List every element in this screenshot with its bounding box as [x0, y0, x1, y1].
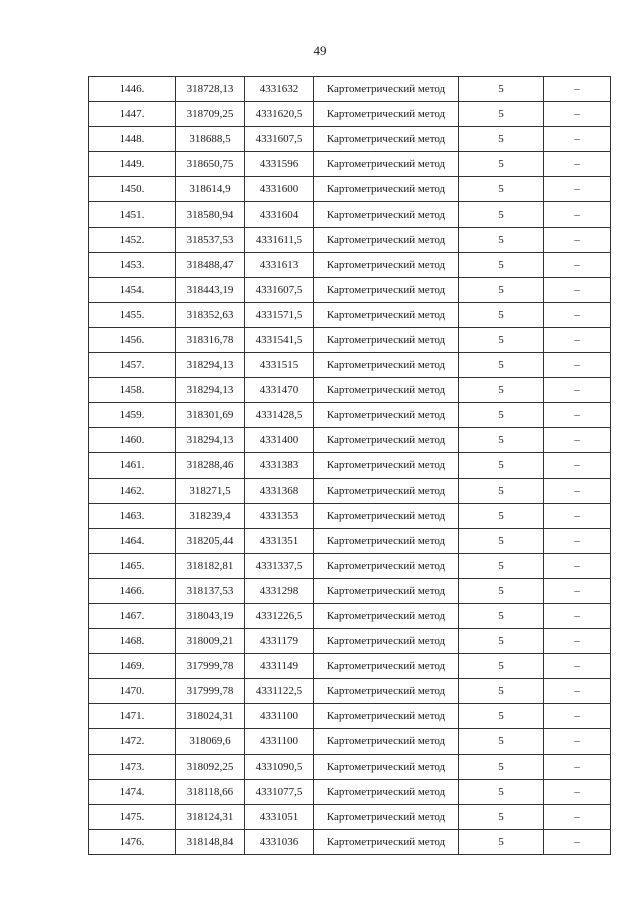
note-cell: –: [544, 302, 611, 327]
x-coordinate-cell: 318294,13: [176, 428, 245, 453]
note-cell: –: [544, 829, 611, 854]
point-number-cell: 1462.: [89, 478, 176, 503]
x-coordinate-cell: 318239,4: [176, 503, 245, 528]
point-number-cell: 1473.: [89, 754, 176, 779]
table-row: [89, 252, 611, 277]
note-cell: –: [544, 327, 611, 352]
accuracy-cell: 5: [459, 202, 544, 227]
method-cell: Картометрический метод: [314, 704, 459, 729]
y-coordinate-cell: 4331051: [245, 804, 314, 829]
x-coordinate-cell: 318301,69: [176, 403, 245, 428]
x-coordinate-cell: 318182,81: [176, 553, 245, 578]
note-cell: –: [544, 754, 611, 779]
x-coordinate-cell: 318650,75: [176, 152, 245, 177]
x-coordinate-cell: 318069,6: [176, 729, 245, 754]
table-row: [89, 603, 611, 628]
note-cell: –: [544, 252, 611, 277]
x-coordinate-cell: 318043,19: [176, 603, 245, 628]
y-coordinate-cell: 4331383: [245, 453, 314, 478]
table-row: [89, 453, 611, 478]
point-number-cell: 1476.: [89, 829, 176, 854]
note-cell: –: [544, 403, 611, 428]
accuracy-cell: 5: [459, 327, 544, 352]
accuracy-cell: 5: [459, 528, 544, 553]
x-coordinate-cell: 318137,53: [176, 578, 245, 603]
y-coordinate-cell: 4331541,5: [245, 327, 314, 352]
y-coordinate-cell: 4331604: [245, 202, 314, 227]
point-number-cell: 1471.: [89, 704, 176, 729]
point-number-cell: 1474.: [89, 779, 176, 804]
note-cell: –: [544, 553, 611, 578]
accuracy-cell: 5: [459, 353, 544, 378]
y-coordinate-cell: 4331179: [245, 629, 314, 654]
x-coordinate-cell: 318709,25: [176, 102, 245, 127]
y-coordinate-cell: 4331613: [245, 252, 314, 277]
method-cell: Картометрический метод: [314, 804, 459, 829]
accuracy-cell: 5: [459, 277, 544, 302]
x-coordinate-cell: 318614,9: [176, 177, 245, 202]
method-cell: Картометрический метод: [314, 779, 459, 804]
note-cell: –: [544, 603, 611, 628]
note-cell: –: [544, 503, 611, 528]
point-number-cell: 1450.: [89, 177, 176, 202]
point-number-cell: 1461.: [89, 453, 176, 478]
point-number-cell: 1472.: [89, 729, 176, 754]
point-number-cell: 1459.: [89, 403, 176, 428]
table-row: [89, 353, 611, 378]
x-coordinate-cell: 317999,78: [176, 654, 245, 679]
table-row: [89, 202, 611, 227]
point-number-cell: 1465.: [89, 553, 176, 578]
accuracy-cell: 5: [459, 403, 544, 428]
y-coordinate-cell: 4331368: [245, 478, 314, 503]
y-coordinate-cell: 4331571,5: [245, 302, 314, 327]
method-cell: Картометрический метод: [314, 403, 459, 428]
method-cell: Картометрический метод: [314, 302, 459, 327]
method-cell: Картометрический метод: [314, 829, 459, 854]
point-number-cell: 1456.: [89, 327, 176, 352]
y-coordinate-cell: 4331607,5: [245, 277, 314, 302]
table-row: [89, 528, 611, 553]
x-coordinate-cell: 318148,84: [176, 829, 245, 854]
note-cell: –: [544, 729, 611, 754]
y-coordinate-cell: 4331351: [245, 528, 314, 553]
point-number-cell: 1454.: [89, 277, 176, 302]
note-cell: –: [544, 77, 611, 102]
y-coordinate-cell: 4331353: [245, 503, 314, 528]
point-number-cell: 1448.: [89, 127, 176, 152]
x-coordinate-cell: 318537,53: [176, 227, 245, 252]
accuracy-cell: 5: [459, 428, 544, 453]
table-row: [89, 177, 611, 202]
note-cell: –: [544, 453, 611, 478]
method-cell: Картометрический метод: [314, 754, 459, 779]
method-cell: Картометрический метод: [314, 428, 459, 453]
note-cell: –: [544, 779, 611, 804]
method-cell: Картометрический метод: [314, 177, 459, 202]
accuracy-cell: 5: [459, 804, 544, 829]
table-row: [89, 704, 611, 729]
note-cell: –: [544, 127, 611, 152]
method-cell: Картометрический метод: [314, 679, 459, 704]
y-coordinate-cell: 4331077,5: [245, 779, 314, 804]
accuracy-cell: 5: [459, 829, 544, 854]
y-coordinate-cell: 4331090,5: [245, 754, 314, 779]
method-cell: Картометрический метод: [314, 478, 459, 503]
y-coordinate-cell: 4331470: [245, 378, 314, 403]
note-cell: –: [544, 102, 611, 127]
table-row: [89, 428, 611, 453]
point-number-cell: 1475.: [89, 804, 176, 829]
table-row: [89, 729, 611, 754]
table-row: [89, 578, 611, 603]
note-cell: –: [544, 353, 611, 378]
accuracy-cell: 5: [459, 553, 544, 578]
x-coordinate-cell: 318443,19: [176, 277, 245, 302]
method-cell: Картометрический метод: [314, 77, 459, 102]
note-cell: –: [544, 528, 611, 553]
coordinates-table: [88, 76, 611, 855]
accuracy-cell: 5: [459, 729, 544, 754]
table-row: [89, 629, 611, 654]
note-cell: –: [544, 478, 611, 503]
point-number-cell: 1460.: [89, 428, 176, 453]
x-coordinate-cell: 318288,46: [176, 453, 245, 478]
y-coordinate-cell: 4331036: [245, 829, 314, 854]
note-cell: –: [544, 152, 611, 177]
y-coordinate-cell: 4331611,5: [245, 227, 314, 252]
y-coordinate-cell: 4331515: [245, 353, 314, 378]
point-number-cell: 1466.: [89, 578, 176, 603]
note-cell: –: [544, 629, 611, 654]
point-number-cell: 1453.: [89, 252, 176, 277]
accuracy-cell: 5: [459, 102, 544, 127]
method-cell: Картометрический метод: [314, 503, 459, 528]
x-coordinate-cell: 318488,47: [176, 252, 245, 277]
table-row: [89, 804, 611, 829]
x-coordinate-cell: 318728,13: [176, 77, 245, 102]
accuracy-cell: 5: [459, 754, 544, 779]
accuracy-cell: 5: [459, 378, 544, 403]
method-cell: Картометрический метод: [314, 227, 459, 252]
x-coordinate-cell: 318271,5: [176, 478, 245, 503]
y-coordinate-cell: 4331428,5: [245, 403, 314, 428]
accuracy-cell: 5: [459, 654, 544, 679]
x-coordinate-cell: 318009,21: [176, 629, 245, 654]
method-cell: Картометрический метод: [314, 152, 459, 177]
y-coordinate-cell: 4331298: [245, 578, 314, 603]
x-coordinate-cell: 318294,13: [176, 378, 245, 403]
page-number: 49: [313, 43, 327, 58]
table-row: [89, 327, 611, 352]
y-coordinate-cell: 4331620,5: [245, 102, 314, 127]
method-cell: Картометрический метод: [314, 202, 459, 227]
note-cell: –: [544, 177, 611, 202]
table-row: [89, 679, 611, 704]
x-coordinate-cell: 318205,44: [176, 528, 245, 553]
x-coordinate-cell: 318294,13: [176, 353, 245, 378]
table-row: [89, 102, 611, 127]
x-coordinate-cell: 318352,63: [176, 302, 245, 327]
y-coordinate-cell: 4331149: [245, 654, 314, 679]
method-cell: Картометрический метод: [314, 654, 459, 679]
table-row: [89, 127, 611, 152]
accuracy-cell: 5: [459, 503, 544, 528]
y-coordinate-cell: 4331100: [245, 729, 314, 754]
table-row: [89, 152, 611, 177]
point-number-cell: 1457.: [89, 353, 176, 378]
method-cell: Картометрический метод: [314, 578, 459, 603]
y-coordinate-cell: 4331337,5: [245, 553, 314, 578]
accuracy-cell: 5: [459, 704, 544, 729]
point-number-cell: 1455.: [89, 302, 176, 327]
table-row: [89, 829, 611, 854]
point-number-cell: 1447.: [89, 102, 176, 127]
method-cell: Картометрический метод: [314, 127, 459, 152]
method-cell: Картометрический метод: [314, 453, 459, 478]
method-cell: Картометрический метод: [314, 553, 459, 578]
note-cell: –: [544, 804, 611, 829]
method-cell: Картометрический метод: [314, 629, 459, 654]
point-number-cell: 1449.: [89, 152, 176, 177]
table-row: [89, 754, 611, 779]
x-coordinate-cell: 318124,31: [176, 804, 245, 829]
method-cell: Картометрический метод: [314, 277, 459, 302]
y-coordinate-cell: 4331607,5: [245, 127, 314, 152]
x-coordinate-cell: 318688,5: [176, 127, 245, 152]
y-coordinate-cell: 4331122,5: [245, 679, 314, 704]
note-cell: –: [544, 428, 611, 453]
table-row: [89, 277, 611, 302]
method-cell: Картометрический метод: [314, 102, 459, 127]
accuracy-cell: 5: [459, 252, 544, 277]
y-coordinate-cell: 4331632: [245, 77, 314, 102]
table-row: [89, 503, 611, 528]
y-coordinate-cell: 4331226,5: [245, 603, 314, 628]
point-number-cell: 1451.: [89, 202, 176, 227]
point-number-cell: 1464.: [89, 528, 176, 553]
accuracy-cell: 5: [459, 227, 544, 252]
table-row: [89, 378, 611, 403]
y-coordinate-cell: 4331596: [245, 152, 314, 177]
table-body: [89, 77, 611, 855]
method-cell: Картометрический метод: [314, 729, 459, 754]
point-number-cell: 1463.: [89, 503, 176, 528]
table-row: [89, 302, 611, 327]
note-cell: –: [544, 277, 611, 302]
y-coordinate-cell: 4331100: [245, 704, 314, 729]
accuracy-cell: 5: [459, 478, 544, 503]
note-cell: –: [544, 704, 611, 729]
accuracy-cell: 5: [459, 453, 544, 478]
accuracy-cell: 5: [459, 603, 544, 628]
x-coordinate-cell: 317999,78: [176, 679, 245, 704]
accuracy-cell: 5: [459, 152, 544, 177]
accuracy-cell: 5: [459, 177, 544, 202]
table-row: [89, 779, 611, 804]
accuracy-cell: 5: [459, 629, 544, 654]
x-coordinate-cell: 318118,66: [176, 779, 245, 804]
table-row: [89, 654, 611, 679]
note-cell: –: [544, 202, 611, 227]
method-cell: Картометрический метод: [314, 353, 459, 378]
x-coordinate-cell: 318092,25: [176, 754, 245, 779]
y-coordinate-cell: 4331600: [245, 177, 314, 202]
accuracy-cell: 5: [459, 679, 544, 704]
table-row: [89, 227, 611, 252]
table-row: [89, 403, 611, 428]
table-row: [89, 77, 611, 102]
accuracy-cell: 5: [459, 127, 544, 152]
method-cell: Картометрический метод: [314, 327, 459, 352]
method-cell: Картометрический метод: [314, 603, 459, 628]
y-coordinate-cell: 4331400: [245, 428, 314, 453]
point-number-cell: 1468.: [89, 629, 176, 654]
point-number-cell: 1458.: [89, 378, 176, 403]
x-coordinate-cell: 318316,78: [176, 327, 245, 352]
method-cell: Картометрический метод: [314, 378, 459, 403]
point-number-cell: 1446.: [89, 77, 176, 102]
accuracy-cell: 5: [459, 578, 544, 603]
note-cell: –: [544, 227, 611, 252]
point-number-cell: 1452.: [89, 227, 176, 252]
x-coordinate-cell: 318024,31: [176, 704, 245, 729]
note-cell: –: [544, 679, 611, 704]
accuracy-cell: 5: [459, 77, 544, 102]
note-cell: –: [544, 578, 611, 603]
note-cell: –: [544, 378, 611, 403]
x-coordinate-cell: 318580,94: [176, 202, 245, 227]
method-cell: Картометрический метод: [314, 252, 459, 277]
point-number-cell: 1467.: [89, 603, 176, 628]
note-cell: –: [544, 654, 611, 679]
method-cell: Картометрический метод: [314, 528, 459, 553]
table-row: [89, 478, 611, 503]
point-number-cell: 1469.: [89, 654, 176, 679]
accuracy-cell: 5: [459, 779, 544, 804]
table-row: [89, 553, 611, 578]
point-number-cell: 1470.: [89, 679, 176, 704]
accuracy-cell: 5: [459, 302, 544, 327]
